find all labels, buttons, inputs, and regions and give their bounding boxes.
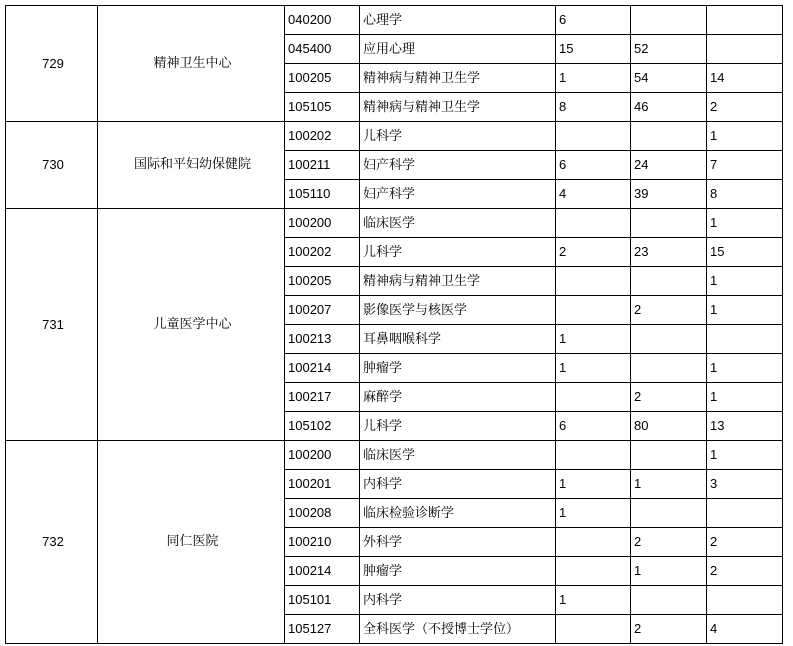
unit-code-cell: 730 bbox=[6, 122, 98, 209]
major-code-cell: 100202 bbox=[285, 122, 360, 151]
major-name-cell: 精神病与精神卫生学 bbox=[360, 267, 556, 296]
count-cell-2 bbox=[631, 441, 707, 470]
unit-code-cell: 729 bbox=[6, 6, 98, 122]
count-cell-3: 15 bbox=[707, 238, 783, 267]
major-code-cell: 040200 bbox=[285, 6, 360, 35]
count-cell-3: 3 bbox=[707, 470, 783, 499]
count-cell-2: 1 bbox=[631, 470, 707, 499]
major-code-cell: 100210 bbox=[285, 528, 360, 557]
count-cell-2: 80 bbox=[631, 412, 707, 441]
count-cell-3 bbox=[707, 499, 783, 528]
unit-name-cell: 同仁医院 bbox=[98, 441, 285, 644]
count-cell-1: 6 bbox=[556, 412, 631, 441]
count-cell-3: 1 bbox=[707, 267, 783, 296]
table-row bbox=[6, 122, 783, 151]
count-cell-1: 1 bbox=[556, 64, 631, 93]
count-cell-2 bbox=[631, 122, 707, 151]
table-row bbox=[6, 441, 783, 470]
count-cell-2: 39 bbox=[631, 180, 707, 209]
count-cell-1 bbox=[556, 557, 631, 586]
count-cell-3: 1 bbox=[707, 209, 783, 238]
count-cell-2: 2 bbox=[631, 615, 707, 644]
major-code-cell: 100217 bbox=[285, 383, 360, 412]
count-cell-2: 2 bbox=[631, 296, 707, 325]
count-cell-2 bbox=[631, 209, 707, 238]
count-cell-3: 4 bbox=[707, 615, 783, 644]
major-name-cell: 影像医学与核医学 bbox=[360, 296, 556, 325]
unit-code-cell: 732 bbox=[6, 441, 98, 644]
table-row bbox=[6, 6, 783, 35]
count-cell-3 bbox=[707, 35, 783, 64]
count-cell-3: 1 bbox=[707, 354, 783, 383]
count-cell-1 bbox=[556, 383, 631, 412]
count-cell-3: 8 bbox=[707, 180, 783, 209]
count-cell-1: 1 bbox=[556, 325, 631, 354]
count-cell-3: 1 bbox=[707, 122, 783, 151]
major-name-cell: 内科学 bbox=[360, 586, 556, 615]
unit-code-cell: 731 bbox=[6, 209, 98, 441]
table-body bbox=[6, 6, 783, 644]
count-cell-2 bbox=[631, 325, 707, 354]
unit-name-cell: 国际和平妇幼保健院 bbox=[98, 122, 285, 209]
major-name-cell: 妇产科学 bbox=[360, 180, 556, 209]
major-code-cell: 100213 bbox=[285, 325, 360, 354]
count-cell-1 bbox=[556, 267, 631, 296]
major-name-cell: 肿瘤学 bbox=[360, 354, 556, 383]
major-name-cell: 肿瘤学 bbox=[360, 557, 556, 586]
major-code-cell: 100208 bbox=[285, 499, 360, 528]
count-cell-1 bbox=[556, 296, 631, 325]
major-code-cell: 100205 bbox=[285, 267, 360, 296]
count-cell-3: 13 bbox=[707, 412, 783, 441]
count-cell-1 bbox=[556, 441, 631, 470]
count-cell-1 bbox=[556, 615, 631, 644]
major-code-cell: 100201 bbox=[285, 470, 360, 499]
major-name-cell: 应用心理 bbox=[360, 35, 556, 64]
count-cell-3 bbox=[707, 325, 783, 354]
count-cell-1 bbox=[556, 209, 631, 238]
major-name-cell: 外科学 bbox=[360, 528, 556, 557]
major-name-cell: 耳鼻咽喉科学 bbox=[360, 325, 556, 354]
major-name-cell: 儿科学 bbox=[360, 122, 556, 151]
major-name-cell: 儿科学 bbox=[360, 238, 556, 267]
major-name-cell: 心理学 bbox=[360, 6, 556, 35]
count-cell-2 bbox=[631, 6, 707, 35]
enrollment-table bbox=[5, 5, 783, 644]
count-cell-2 bbox=[631, 586, 707, 615]
major-name-cell: 精神病与精神卫生学 bbox=[360, 64, 556, 93]
count-cell-1: 1 bbox=[556, 470, 631, 499]
major-code-cell: 100200 bbox=[285, 209, 360, 238]
major-name-cell: 儿科学 bbox=[360, 412, 556, 441]
count-cell-1 bbox=[556, 122, 631, 151]
count-cell-2: 24 bbox=[631, 151, 707, 180]
count-cell-1: 1 bbox=[556, 586, 631, 615]
count-cell-2: 2 bbox=[631, 528, 707, 557]
count-cell-1: 1 bbox=[556, 499, 631, 528]
count-cell-2 bbox=[631, 354, 707, 383]
count-cell-2: 1 bbox=[631, 557, 707, 586]
count-cell-3 bbox=[707, 6, 783, 35]
major-name-cell: 麻醉学 bbox=[360, 383, 556, 412]
major-code-cell: 100214 bbox=[285, 354, 360, 383]
count-cell-3: 7 bbox=[707, 151, 783, 180]
count-cell-3: 1 bbox=[707, 441, 783, 470]
count-cell-2: 2 bbox=[631, 383, 707, 412]
major-name-cell: 精神病与精神卫生学 bbox=[360, 93, 556, 122]
count-cell-2: 54 bbox=[631, 64, 707, 93]
count-cell-3: 2 bbox=[707, 93, 783, 122]
count-cell-3 bbox=[707, 586, 783, 615]
major-name-cell: 妇产科学 bbox=[360, 151, 556, 180]
count-cell-2 bbox=[631, 499, 707, 528]
count-cell-3: 1 bbox=[707, 296, 783, 325]
count-cell-3: 14 bbox=[707, 64, 783, 93]
major-name-cell: 临床医学 bbox=[360, 441, 556, 470]
count-cell-1: 6 bbox=[556, 151, 631, 180]
major-code-cell: 100202 bbox=[285, 238, 360, 267]
major-code-cell: 105110 bbox=[285, 180, 360, 209]
count-cell-1: 4 bbox=[556, 180, 631, 209]
count-cell-3: 2 bbox=[707, 528, 783, 557]
major-name-cell: 临床检验诊断学 bbox=[360, 499, 556, 528]
unit-name-cell: 儿童医学中心 bbox=[98, 209, 285, 441]
major-code-cell: 105127 bbox=[285, 615, 360, 644]
major-code-cell: 100214 bbox=[285, 557, 360, 586]
major-code-cell: 100207 bbox=[285, 296, 360, 325]
count-cell-2: 23 bbox=[631, 238, 707, 267]
count-cell-2 bbox=[631, 267, 707, 296]
count-cell-3: 2 bbox=[707, 557, 783, 586]
count-cell-1 bbox=[556, 528, 631, 557]
count-cell-2: 46 bbox=[631, 93, 707, 122]
count-cell-1: 8 bbox=[556, 93, 631, 122]
count-cell-1: 1 bbox=[556, 354, 631, 383]
table-row bbox=[6, 209, 783, 238]
major-name-cell: 临床医学 bbox=[360, 209, 556, 238]
count-cell-1: 15 bbox=[556, 35, 631, 64]
count-cell-1: 2 bbox=[556, 238, 631, 267]
major-code-cell: 100200 bbox=[285, 441, 360, 470]
unit-name-cell: 精神卫生中心 bbox=[98, 6, 285, 122]
major-code-cell: 105101 bbox=[285, 586, 360, 615]
count-cell-3: 1 bbox=[707, 383, 783, 412]
major-code-cell: 105105 bbox=[285, 93, 360, 122]
count-cell-1: 6 bbox=[556, 6, 631, 35]
major-name-cell: 全科医学（不授博士学位） bbox=[360, 615, 556, 644]
count-cell-2: 52 bbox=[631, 35, 707, 64]
major-name-cell: 内科学 bbox=[360, 470, 556, 499]
major-code-cell: 100211 bbox=[285, 151, 360, 180]
major-code-cell: 100205 bbox=[285, 64, 360, 93]
major-code-cell: 105102 bbox=[285, 412, 360, 441]
major-code-cell: 045400 bbox=[285, 35, 360, 64]
